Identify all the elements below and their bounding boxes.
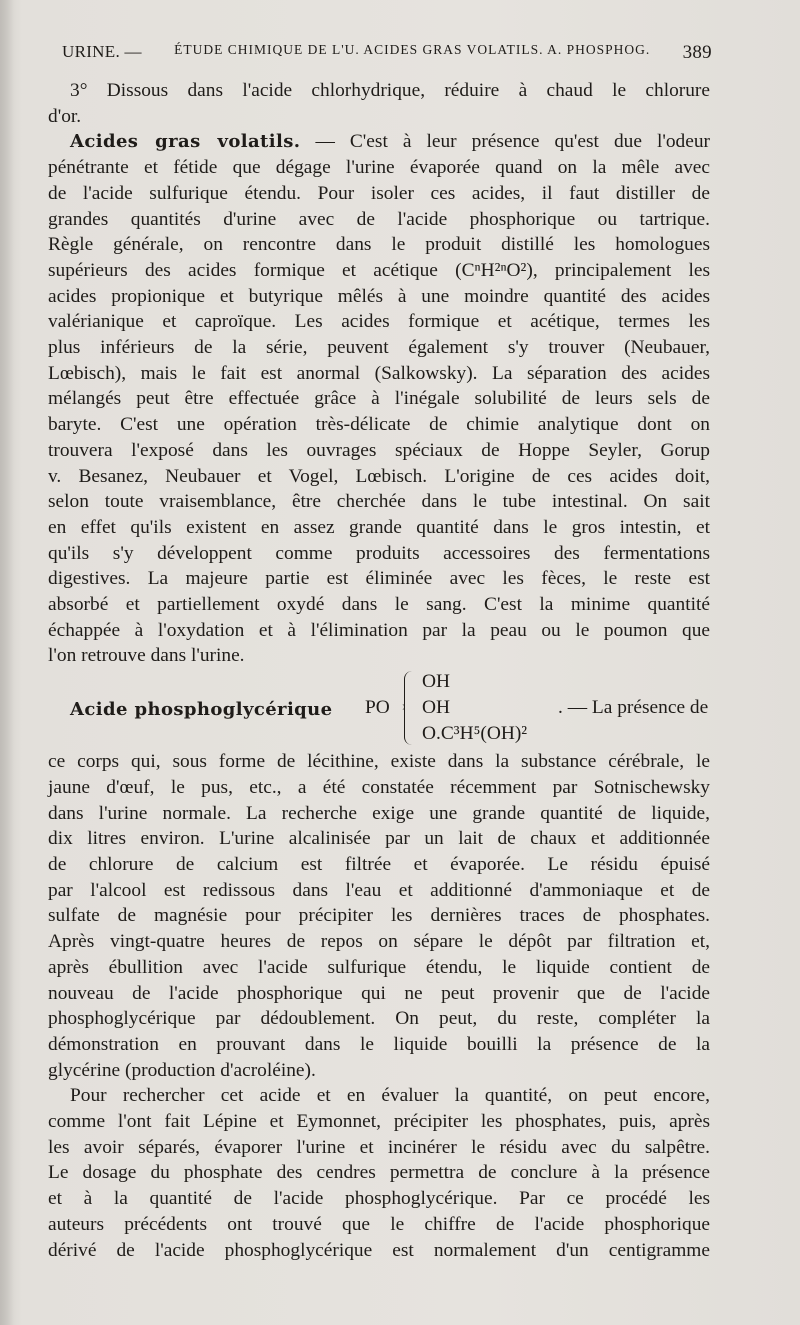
text-line: selon toute vraisemblance, être cherchée dans le tube intestinal. On sait <box>48 491 710 513</box>
header-left: URINE. — <box>62 42 142 61</box>
text-line: l'on retrouve dans l'urine. <box>48 645 245 667</box>
text-line: Lœbisch), mais le fait est anormal (Salkowsky). La séparation des acides <box>48 362 710 384</box>
text-line: acides propionique et butyrique mêlés à une moindre quantité des acides <box>48 285 710 307</box>
text-line: pénétrante et fétide que dégage l'urine évaporée quand on la mêle avec <box>48 157 710 179</box>
text-line: de l'acide sulfurique étendu. Pour isoler ces acides, il faut distiller de <box>48 182 710 204</box>
section-heading-acide-phosphoglycerique: Acide phosphoglycérique <box>70 699 333 721</box>
text-line: par l'alcool est redissous dans l'eau et additionné d'ammoniaque et de <box>48 879 710 901</box>
text-line: dans l'urine normale. La recherche exige une grande quantité de liquide, <box>48 802 710 824</box>
text-line: absorbé et partiellement oxydé dans le sang. C'est la minime quantité <box>48 594 710 616</box>
text-line: phosphoglycérique par dédoublement. On peut, du reste, compléter la <box>48 1008 710 1030</box>
header-title: ÉTUDE CHIMIQUE DE L'U. ACIDES GRAS VOLATILS. A. PHOSPHOG. <box>174 42 651 57</box>
text-line: démonstration en prouvant dans le liquide bouilli la présence de la <box>48 1033 710 1055</box>
formula-tail: . — La présence de <box>558 697 709 719</box>
text-line: baryte. C'est une opération très-délicate de chimie analytique dont on <box>48 414 710 436</box>
text-line: 3° Dissous dans l'acide chlorhydrique, réduire à chaud le chlorure <box>70 80 710 101</box>
text-line: sulfate de magnésie pour précipiter les dernières traces de phosphates. <box>48 905 710 927</box>
text-line: grandes quantités d'urine avec de l'acide phosphorique ou tartrique. <box>48 208 710 230</box>
running-header <box>62 42 712 64</box>
formula-line-3: O.C³H⁵(OH)² <box>422 723 528 745</box>
text-line: dix litres environ. L'urine alcalinisée par un lait de chaux et additionnée <box>48 828 710 850</box>
formula-line-1: OH <box>422 671 451 693</box>
text-line: trouvera l'exposé dans les ouvrages spéciaux de Hoppe Seyler, Gorup <box>48 439 710 461</box>
section-heading-acides-gras: Acides gras volatils. <box>70 131 301 153</box>
text-line: et à la quantité de l'acide phosphoglycérique. Par ce procédé les <box>48 1188 710 1210</box>
text-line: échappée à l'oxydation et à l'élimination par la peau ou le poumon que <box>48 619 710 641</box>
text-line: ce corps qui, sous forme de lécithine, existe dans la substance cérébrale, le <box>48 751 710 773</box>
text-line: Après vingt-quatre heures de repos on sépare le dépôt par filtration et, <box>48 931 710 953</box>
text-line: plus inférieurs de la série, peuvent également s'y trouver (Neubauer, <box>48 337 710 359</box>
formula-block <box>48 669 710 749</box>
text-line: v. Besanez, Neubauer et Vogel, Lœbisch. L'origine de ces acides doit, <box>48 465 710 487</box>
formula-po: PO <box>365 697 390 719</box>
text-line: Règle générale, on rencontre dans le produit distillé les homologues <box>48 234 710 256</box>
text-line: en effet qu'ils existent en assez grande quantité dans le gros intestin, et <box>48 516 710 538</box>
page-gutter-shadow <box>0 0 14 1325</box>
page-number: 389 <box>682 42 712 63</box>
text-line: comme l'ont fait Lépine et Eymonnet, précipiter les phosphates, puis, après <box>48 1111 710 1133</box>
text-line: dérivé de l'acide phosphoglycérique est normalement d'un centigramme <box>48 1239 710 1261</box>
text-line: de chlorure de calcium est filtrée et évaporée. Le résidu épuisé <box>48 853 710 875</box>
text-line: jaune d'œuf, le pus, etc., a été constatée récemment par Sotnischewsky <box>48 776 710 798</box>
text-line: qu'ils s'y développent comme produits accessoires des fermentations <box>48 542 710 564</box>
body-text <box>48 78 710 1263</box>
text-line: les avoir séparés, évaporer l'urine et incinérer le résidu avec du salpêtre. <box>48 1136 710 1158</box>
formula-brace <box>404 671 415 745</box>
text-line <box>48 129 710 155</box>
text-line: d'or. <box>48 105 82 127</box>
text-line: supérieurs des acides formique et acétique (CⁿH²ⁿO²), principalement les <box>48 259 710 281</box>
text-line: après ébullition avec l'acide sulfurique étendu, le liquide contient de <box>48 956 710 978</box>
text-line: nouveau de l'acide phosphorique qui ne peut provenir que de l'acide <box>48 982 710 1004</box>
text-line: mélangés peut être effectuée grâce à l'inégale solubilité de leurs sels de <box>48 388 710 410</box>
text-line: Le dosage du phosphate des cendres permettra de conclure à la présence <box>48 1162 710 1184</box>
text-line: valérianique et caproïque. Les acides formique et acétique, termes les <box>48 311 710 333</box>
text-line: digestives. La majeure partie est éliminée avec les fèces, le reste est <box>48 568 710 590</box>
text-fragment: — C'est à leur présence qu'est due l'odeur <box>315 131 710 153</box>
formula-line-2: OH <box>422 697 451 719</box>
text-line: glycérine (production d'acroléine). <box>48 1059 316 1081</box>
text-line: Pour rechercher cet acide et en évaluer la quantité, on peut encore, <box>70 1085 710 1107</box>
text-line: auteurs précédents ont trouvé que le chiffre de l'acide phosphorique <box>48 1213 710 1235</box>
